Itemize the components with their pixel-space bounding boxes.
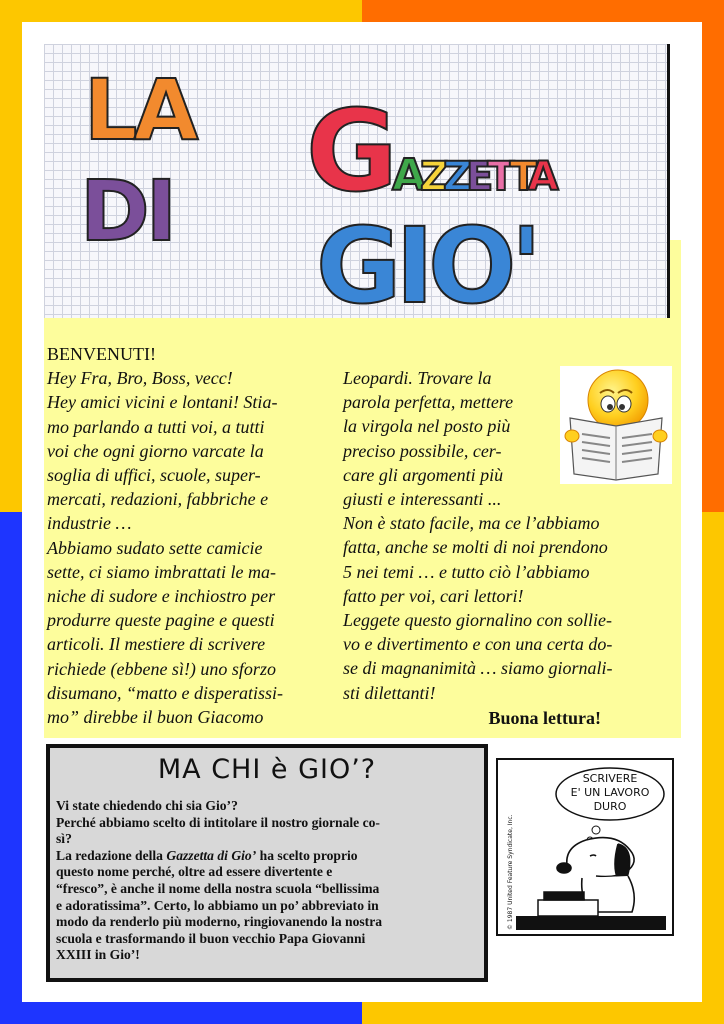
who-is-gio-box <box>46 744 488 982</box>
intro-panel-tab <box>670 240 681 320</box>
intro-right-line-5: care gli argomenti più <box>343 464 504 485</box>
snoopy-comic <box>496 758 674 936</box>
intro-right-line-14: sti dilettanti! <box>343 682 436 703</box>
intro-right-line-11: Leggete questo giornalino con sollie- <box>343 610 612 631</box>
intro-left-line-10: niche di sudore e inchiostro per <box>47 586 276 607</box>
intro-right-line-7: Non è stato facile, ma ce l’abbiamo <box>343 513 600 534</box>
gio-line-2: Perché abbiamo scelto di intitolare il nostro giornale co- <box>56 814 380 830</box>
who-is-gio-text <box>56 798 476 964</box>
comic-bubble-line-1: SCRIVERE <box>582 772 638 785</box>
intro-right-line-8: fatta, anche se molti di noi prendono <box>343 537 608 558</box>
intro-right-line-9: 5 nei temi … e tutto ciò l’abbiamo <box>343 561 590 582</box>
masthead-drawing <box>44 44 670 318</box>
masthead-gazzetta: GAZZETTA <box>306 87 553 217</box>
gio-line-5: questo nome perché, oltre ad essere divertente e <box>56 864 333 880</box>
intro-left-line-13: richiede (ebbene sì!) uno sforzo <box>47 658 276 679</box>
masthead-di: DI <box>80 162 173 260</box>
masthead-lettering <box>44 44 670 318</box>
comic-bubble-line-3: DURO <box>593 800 627 813</box>
gio-line-6: “fresco”, è anche il nome della nostra scuola “bellissima <box>56 880 380 896</box>
gio-line-7: e adoratissima”. Certo, lo abbiamo un po’ abbreviato in <box>56 897 379 913</box>
who-is-gio-title: MA CHI è GIO’? <box>157 754 377 785</box>
intro-right-line-6: giusti e interessanti ... <box>343 489 502 510</box>
intro-right-line-3: la virgola nel posto più <box>343 416 511 437</box>
comic-doghouse-roof <box>516 916 666 930</box>
intro-left-line-3: mo parlando a tutti voi, a tutti <box>47 416 265 437</box>
intro-left-line-2: Hey amici vicini e lontani! Stia- <box>47 392 278 413</box>
comic-bubble-line-2: E' UN LAVORO <box>570 786 650 799</box>
gio-line-3: sì? <box>56 831 72 847</box>
masthead-la: LA <box>84 61 195 159</box>
intro-left-line-7: industrie … <box>47 513 132 534</box>
masthead-gio: GIO' <box>316 205 537 318</box>
intro-left-line-12: articoli. Il mestiere di scrivere <box>47 634 266 655</box>
intro-left-line-9: sette, ci siamo imbrattati le ma- <box>47 561 276 582</box>
intro-right-line-1: Leopardi. Trovare la <box>343 368 492 388</box>
intro-left-line-11: produrre queste pagine e questi <box>47 610 275 631</box>
gio-line-10: XXIII in Gio’! <box>56 947 140 963</box>
intro-left-line-8: Abbiamo sudato sette camicie <box>47 537 263 558</box>
intro-left-line-6: mercati, redazioni, fabbriche e <box>47 489 269 510</box>
reading-newspaper-emoji-icon <box>560 366 672 484</box>
greeting: BENVENUTI! <box>47 344 156 364</box>
intro-right-line-12: vo e divertimento e con una certa do- <box>343 634 613 655</box>
intro-left-line-14: disumano, “matto e disperatissi- <box>47 682 284 703</box>
intro-left-line-5: soglia di uffici, scuole, super- <box>47 465 261 486</box>
intro-right-line-4: preciso possibile, cer- <box>343 440 502 461</box>
intro-left-line-15: mo” direbbe il buon Giacomo <box>47 707 264 728</box>
intro-left-column <box>47 342 347 729</box>
gio-line-9: scuola e trasformando il buon vecchio Papa Giovanni <box>56 930 366 946</box>
gio-line-8: modo da renderlo più moderno, ringiovanendo la nostra <box>56 914 383 930</box>
signoff: Buona lettura! <box>488 708 601 728</box>
intro-right-line-13: se di magnanimità … siamo giornali- <box>343 658 613 679</box>
intro-left-line-1: Hey Fra, Bro, Boss, vecc! <box>47 368 233 389</box>
intro-left-line-4: voi che ogni giorno varcate la <box>47 440 264 461</box>
gio-line-4: La redazione della Gazzetta di Gio’ ha scelto proprio <box>56 847 358 863</box>
intro-right-line-10: fatto per voi, cari lettori! <box>343 585 524 606</box>
comic-copyright: © 1987 United Feature Syndicate, Inc. <box>507 814 514 930</box>
gio-line-1: Vi state chiedendo chi sia Gio’? <box>56 798 238 813</box>
intro-right-line-2: parola perfetta, mettere <box>343 392 514 413</box>
